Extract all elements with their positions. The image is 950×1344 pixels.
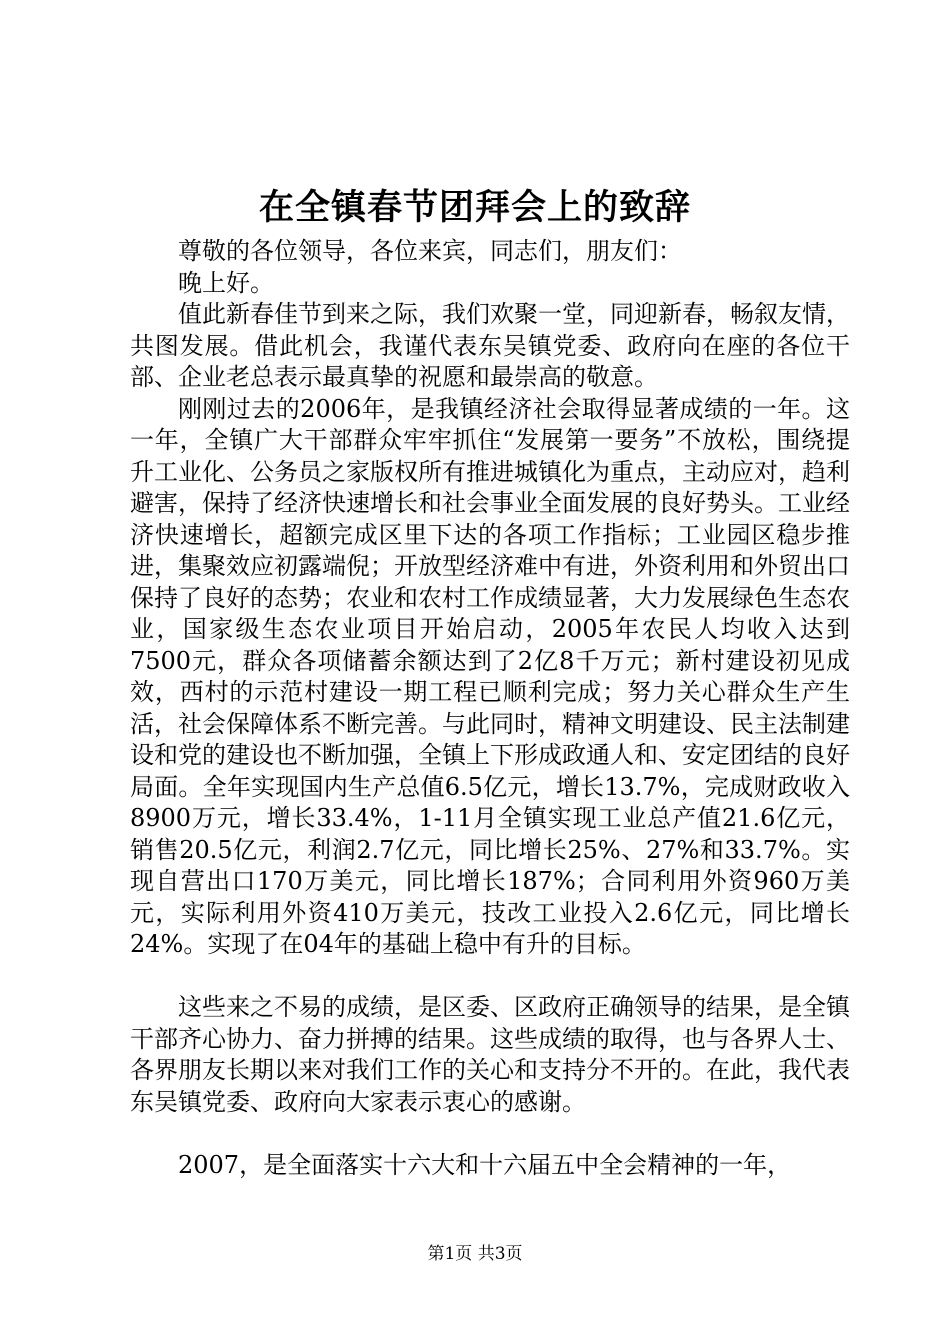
paragraph-1: 值此新春佳节到来之际，我们欢聚一堂，同迎新春，畅叙友情，共图发展。借此机会，我谨代表东吴镇党委、政府向在座的各位干部、企业老总表示最真挚的祝愿和最崇高的敬意。 [130, 300, 850, 391]
page-number-footer: 第1页 共3页 [427, 1244, 523, 1264]
greeting: 晚上好。 [178, 268, 274, 297]
salutation: 尊敬的各位领导，各位来宾，同志们，朋友们： [178, 237, 682, 265]
document-body [130, 236, 850, 1181]
paragraph-4: 2007，是全面落实十六大和十六届五中全会精神的一年， [178, 1150, 792, 1179]
paragraph-3: 这些来之不易的成绩，是区委、区政府正确领导的结果，是全镇干部齐心协力、奋力拼搏的结果。这些成绩的取得，也与各界人士、各界朋友长期以来对我们工作的关心和支持分不开的。在此，我代表东吴镇党委、政府向大家表示衷心的感谢。 [130, 993, 850, 1116]
document-title: 在全镇春节团拜会上的致辞 [258, 187, 691, 228]
paragraph-2: 刚刚过去的2006年，是我镇经济社会取得显著成绩的一年。这一年，全镇广大干部群众牢牢抓住“发展第一要务”不放松，围绕提升工业化、公务员之家版权所有推进城镇化为重点，主动应对，趋利避害，保持了经济快速增长和社会事业全面发展的良好势头。工业经济快速增长，超额完成区里下达的各项工作指标；工业园区稳步推进，集聚效应初露端倪；开放型经济难中有进，外资利用和外贸出口保持了良好的态势；农业和农村工作成绩显著，大力发展绿色生态农业，国家级生态农业项目开始启动，2005年农民人均收入达到7500元，群众各项储蓄余额达到了2亿8千万元；新村建设初见成效，西村的示范村建设一期工程已顺利完成；努力关心群众生产生活，社会保障体系不断完善。与此同时，精神文明建设、民主法制建设和党的建设也不断加强，全镇上下形成政通人和、安定团结的良好局面。全年实现国内生产总值6.5亿元，增长13.7%，完成财政收入8900万元，增长33.4%，1-11月全镇实现工业总产值21.6亿元，销售20.5亿元，利润2.7亿元，同比增长25%、27%和33.7%。实现自营出口170万美元，同比增长187%；合同利用外资960万美元，实际利用外资410万美元，技改工业投入2.6亿元，同比增长24%。实现了在04年的基础上稳中有升的目标。 [130, 394, 850, 958]
